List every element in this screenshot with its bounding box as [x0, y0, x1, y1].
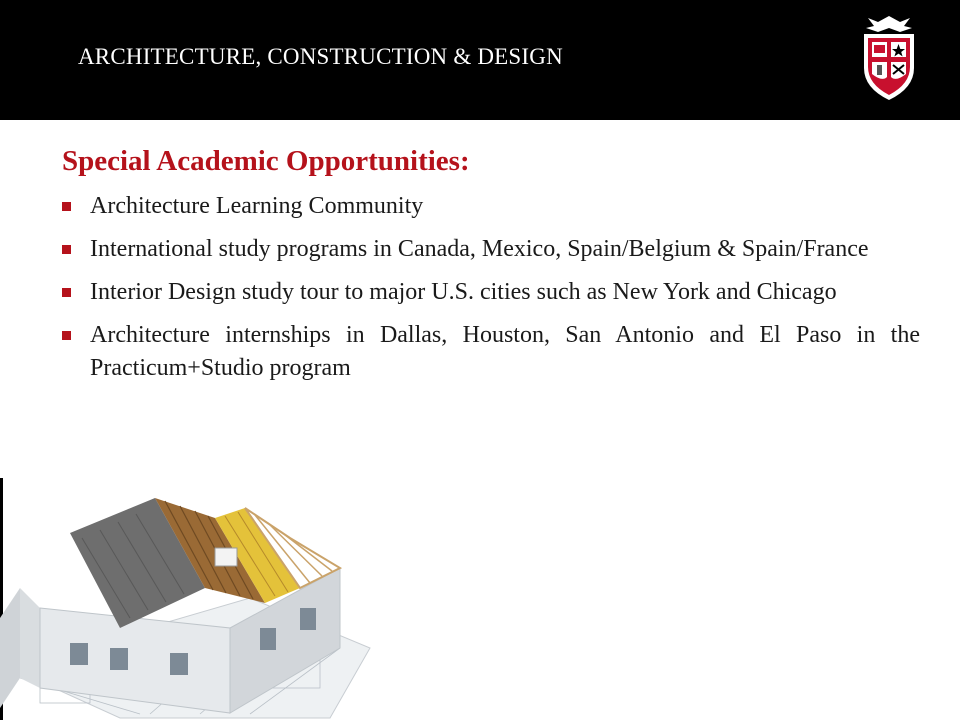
bullet-square-icon [62, 288, 71, 297]
list-item [62, 190, 920, 223]
list-item [62, 233, 920, 266]
header-title: ARCHITECTURE, CONSTRUCTION & DESIGN [78, 44, 563, 69]
header-bar [0, 0, 960, 120]
list-item-text: Architecture internships in Dallas, Houston, San Antonio and El Paso in the Practicum+Studio program [90, 322, 920, 381]
list-item-text: International study programs in Canada, Mexico, Spain/Belgium & Spain/France [90, 236, 869, 262]
list-item-text: Interior Design study tour to major U.S. cities such as New York and Chicago [90, 279, 837, 305]
house-construction-illustration [0, 478, 380, 720]
bullet-square-icon [62, 331, 71, 340]
bullet-square-icon [62, 202, 71, 211]
university-shield-logo-icon [858, 12, 920, 102]
list-item [62, 276, 920, 309]
bullet-square-icon [62, 245, 71, 254]
list-item-text: Architecture Learning Community [90, 193, 424, 219]
section-heading: Special Academic Opportunities: [62, 145, 470, 177]
list-item [62, 319, 920, 385]
opportunities-list [62, 190, 942, 385]
main-content [62, 145, 942, 395]
